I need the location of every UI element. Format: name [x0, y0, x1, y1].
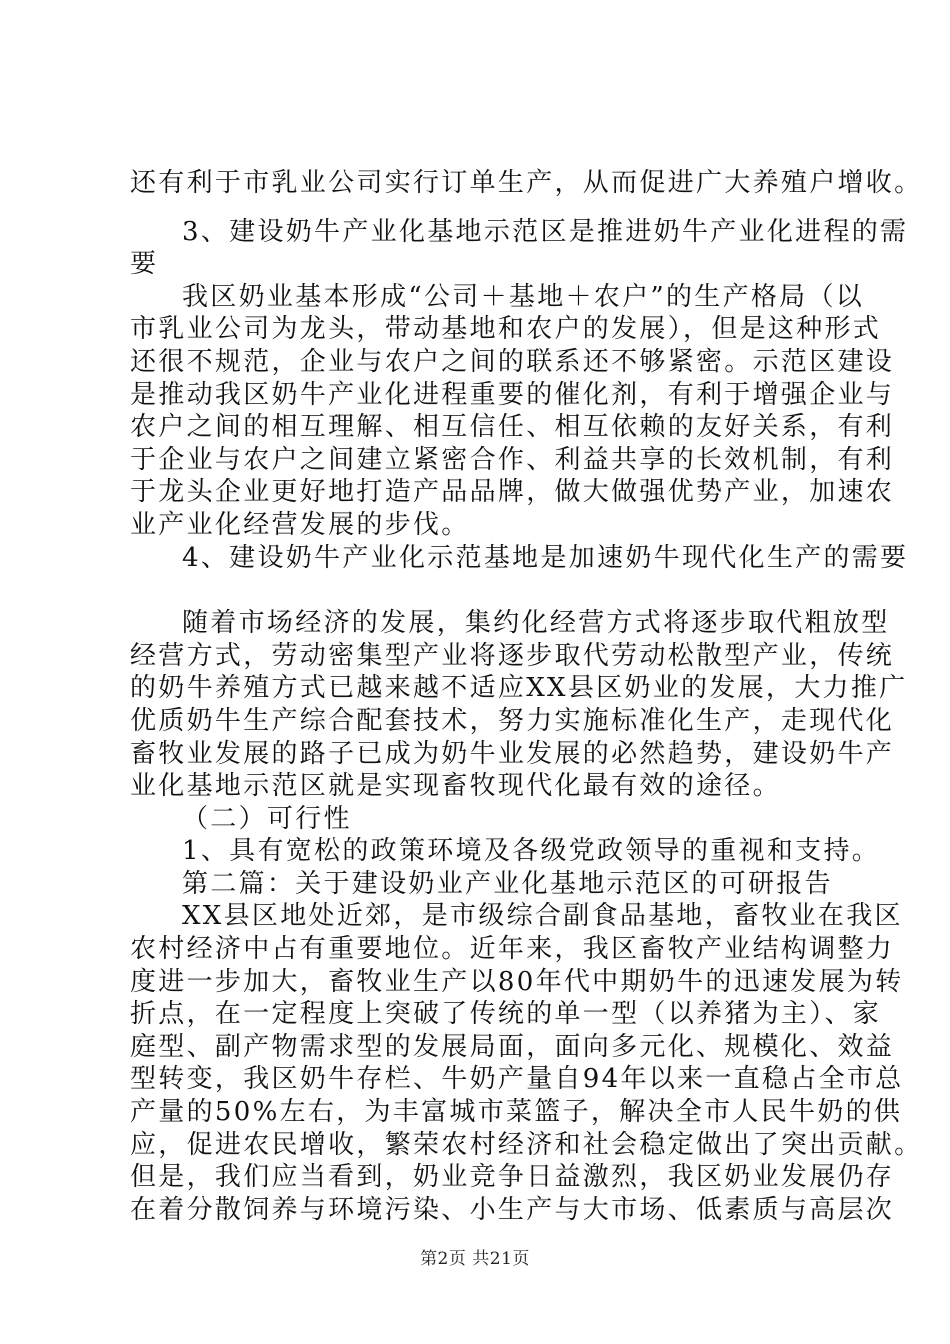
text-line: 经营方式，劳动密集型产业将逐步取代劳动松散型产业，传统 [130, 640, 895, 671]
page-footer: 第2页 共21页 [420, 1249, 530, 1269]
text-line: 市乳业公司为龙头，带动基地和农户的发展），但是这种形式 [130, 314, 882, 345]
text-line: 还有利于市乳业公司实行订单生产，从而促进广大养殖户增收。 [130, 168, 923, 198]
text-line: 度进一步加大，畜牧业生产以80年代中期奶牛的迅速发展为转 [130, 966, 904, 997]
text-line: 的奶牛养殖方式已越来越不适应XX县区奶业的发展，大力推广 [130, 673, 908, 704]
section-heading-4: 4、建设奶牛产业化示范基地是加速奶牛现代化生产的需要 [182, 542, 909, 573]
text-line: 产量的50%左右，为丰富城市菜篮子，解决全市人民牛奶的供 [130, 1097, 903, 1128]
text-line: XX县区地处近郊，是市级综合副食品基地，畜牧业在我区 [182, 901, 903, 932]
text-line: 折点，在一定程度上突破了传统的单一型（以养猪为主）、家 [130, 999, 882, 1030]
text-line: 业化基地示范区就是实现畜牧现代化最有效的途径。 [130, 771, 781, 802]
subsection-heading: （二）可行性 [182, 803, 352, 834]
text-line: 庭型、副产物需求型的发展局面，面向多元化、规模化、效益 [130, 1031, 895, 1062]
section-heading-3: 3、建设奶牛产业化基地示范区是推进奶牛产业化进程的需 [182, 216, 909, 247]
text-line: 随着市场经济的发展，集约化经营方式将逐步取代粗放型 [182, 608, 890, 639]
text-line: 农户之间的相互理解、相互信任、相互依赖的友好关系，有利 [130, 412, 895, 443]
text-line: 畜牧业发展的路子已成为奶牛业发展的必然趋势，建设奶牛产 [130, 738, 895, 769]
text-line: 在着分散饲养与环境污染、小生产与大市场、低素质与高层次 [130, 1194, 895, 1225]
text-line: 应，促进农民增收，繁荣农村经济和社会稳定做出了突出贡献。 [130, 1129, 923, 1160]
text-line: 优质奶牛生产综合配套技术，努力实施标准化生产，走现代化 [130, 705, 895, 736]
text-line: 于企业与农户之间建立紧密合作、利益共享的长效机制，有利 [130, 444, 895, 475]
text-line: 农村经济中占有重要地位。近年来，我区畜牧产业结构调整力 [130, 934, 895, 965]
text-line: 是推动我区奶牛产业化进程重要的催化剂，有利于增强企业与 [130, 379, 895, 410]
text-line: 1、具有宽松的政策环境及各级党政领导的重视和支持。 [182, 836, 881, 867]
section-heading-3-cont: 要 [130, 249, 159, 280]
document-body [130, 167, 923, 1226]
chapter-heading: 第二篇：关于建设奶业产业化基地示范区的可研报告 [182, 868, 833, 899]
text-line: 但是，我们应当看到，奶业竞争日益激烈，我区奶业发展仍存 [130, 1162, 895, 1193]
text-line: 于龙头企业更好地打造产品品牌，做大做强优势产业，加速农 [130, 477, 895, 508]
text-line: 还很不规范，企业与农户之间的联系还不够紧密。示范区建设 [130, 346, 895, 377]
text-line: 型转变，我区奶牛存栏、牛奶产量自94年以来一直稳占全市总 [130, 1064, 904, 1095]
paragraph-gap [130, 574, 840, 607]
text-line: 我区奶业基本形成“公司＋基地＋农户”的生产格局（以 [182, 281, 865, 312]
text-line: 业产业化经营发展的步伐。 [130, 509, 470, 540]
paragraph-gap [130, 200, 840, 216]
